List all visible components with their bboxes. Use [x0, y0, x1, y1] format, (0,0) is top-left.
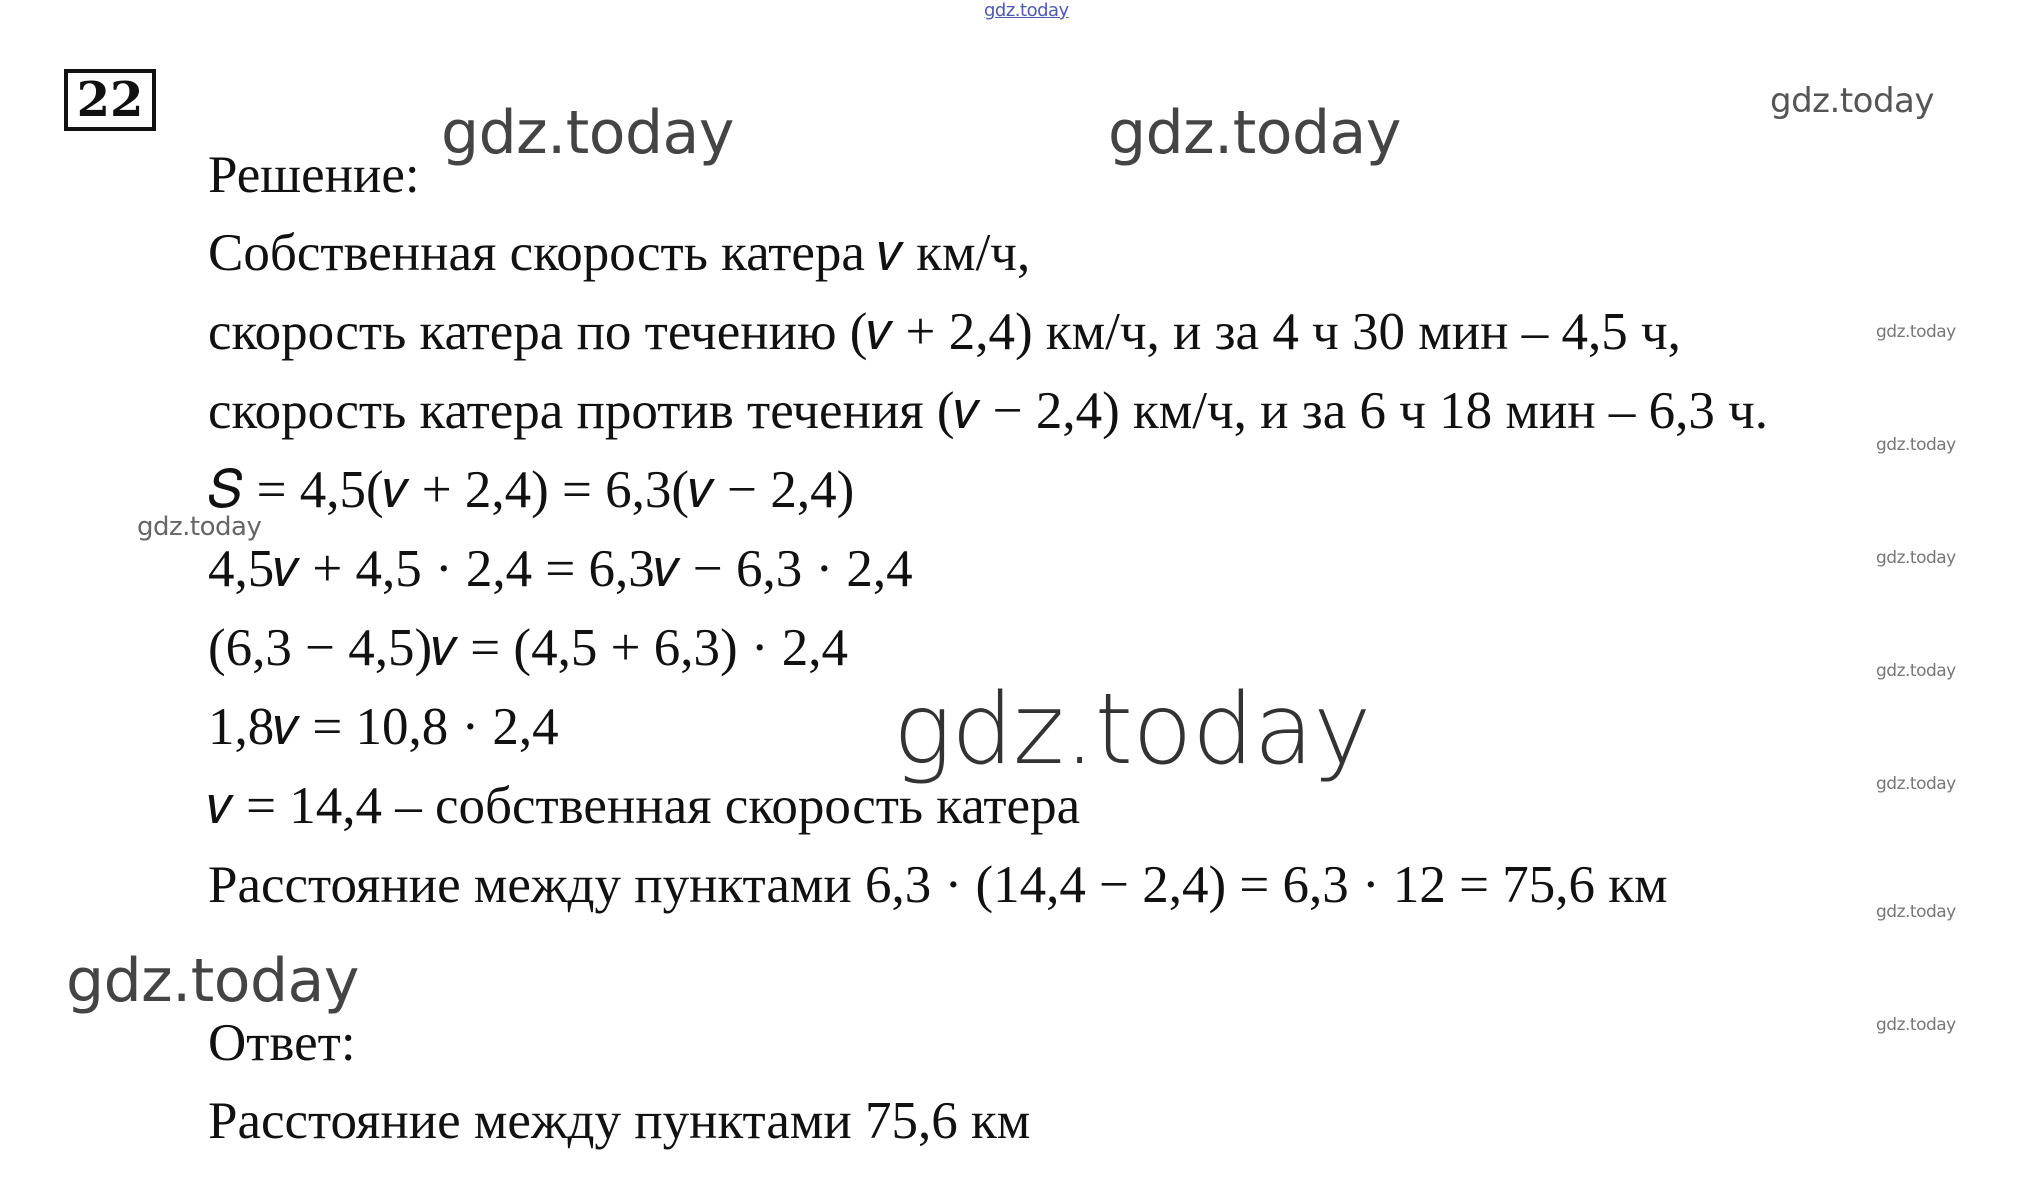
watermark-right-6: gdz.today: [1876, 902, 1956, 922]
watermark-header-center: gdz.today: [1108, 98, 1401, 168]
watermark-top-right: gdz.today: [1770, 81, 1934, 121]
solution-line-5: 4,5𝑣 + 4,5 · 2,4 = 6,3𝑣 − 6,3 · 2,4: [208, 540, 913, 598]
solution-line-6: (6,3 − 4,5)𝑣 = (4,5 + 6,3) · 2,4: [208, 619, 849, 677]
problem-number: 22: [76, 72, 144, 128]
solution-heading: Решение:: [208, 146, 420, 204]
watermark-right-7: gdz.today: [1876, 1015, 1956, 1035]
solution-line-4: 𝑆 = 4,5(𝑣 + 2,4) = 6,3(𝑣 − 2,4): [208, 461, 855, 519]
solution-line-7: 1,8𝑣 = 10,8 · 2,4: [208, 698, 559, 756]
watermark-right-3: gdz.today: [1876, 548, 1956, 568]
watermark-right-2: gdz.today: [1876, 435, 1956, 455]
solution-line-1: Собственная скорость катера 𝑣 км/ч,: [208, 224, 1031, 282]
watermark-right-5: gdz.today: [1876, 774, 1956, 794]
watermark-center-large: gdz.today: [893, 673, 1371, 787]
problem-number-box: [64, 69, 156, 131]
answer-text: Расстояние между пунктами 75,6 км: [208, 1092, 1031, 1150]
watermark-right-4: gdz.today: [1876, 661, 1956, 681]
watermark-top: gdz.today: [984, 0, 1069, 21]
watermark-right-1: gdz.today: [1876, 322, 1956, 342]
answer-heading: Ответ:: [208, 1014, 356, 1072]
solution-line-8: 𝑣 = 14,4 – собственная скорость катера: [208, 777, 1081, 835]
solution-line-3: скорость катера против течения (𝑣 − 2,4) км/ч, и за 6 ч 18 мин – 6,3 ч.: [208, 382, 1769, 440]
solution-line-2: скорость катера по течению (𝑣 + 2,4) км/ч, и за 4 ч 30 мин – 4,5 ч,: [208, 303, 1681, 361]
watermark-left-middle: gdz.today: [137, 512, 262, 542]
watermark-header-left: gdz.today: [441, 98, 734, 168]
solution-line-9: Расстояние между пунктами 6,3 · (14,4 − 2,4) = 6,3 · 12 = 75,6 км: [208, 856, 1668, 914]
watermark-bottom-left: gdz.today: [66, 946, 359, 1016]
